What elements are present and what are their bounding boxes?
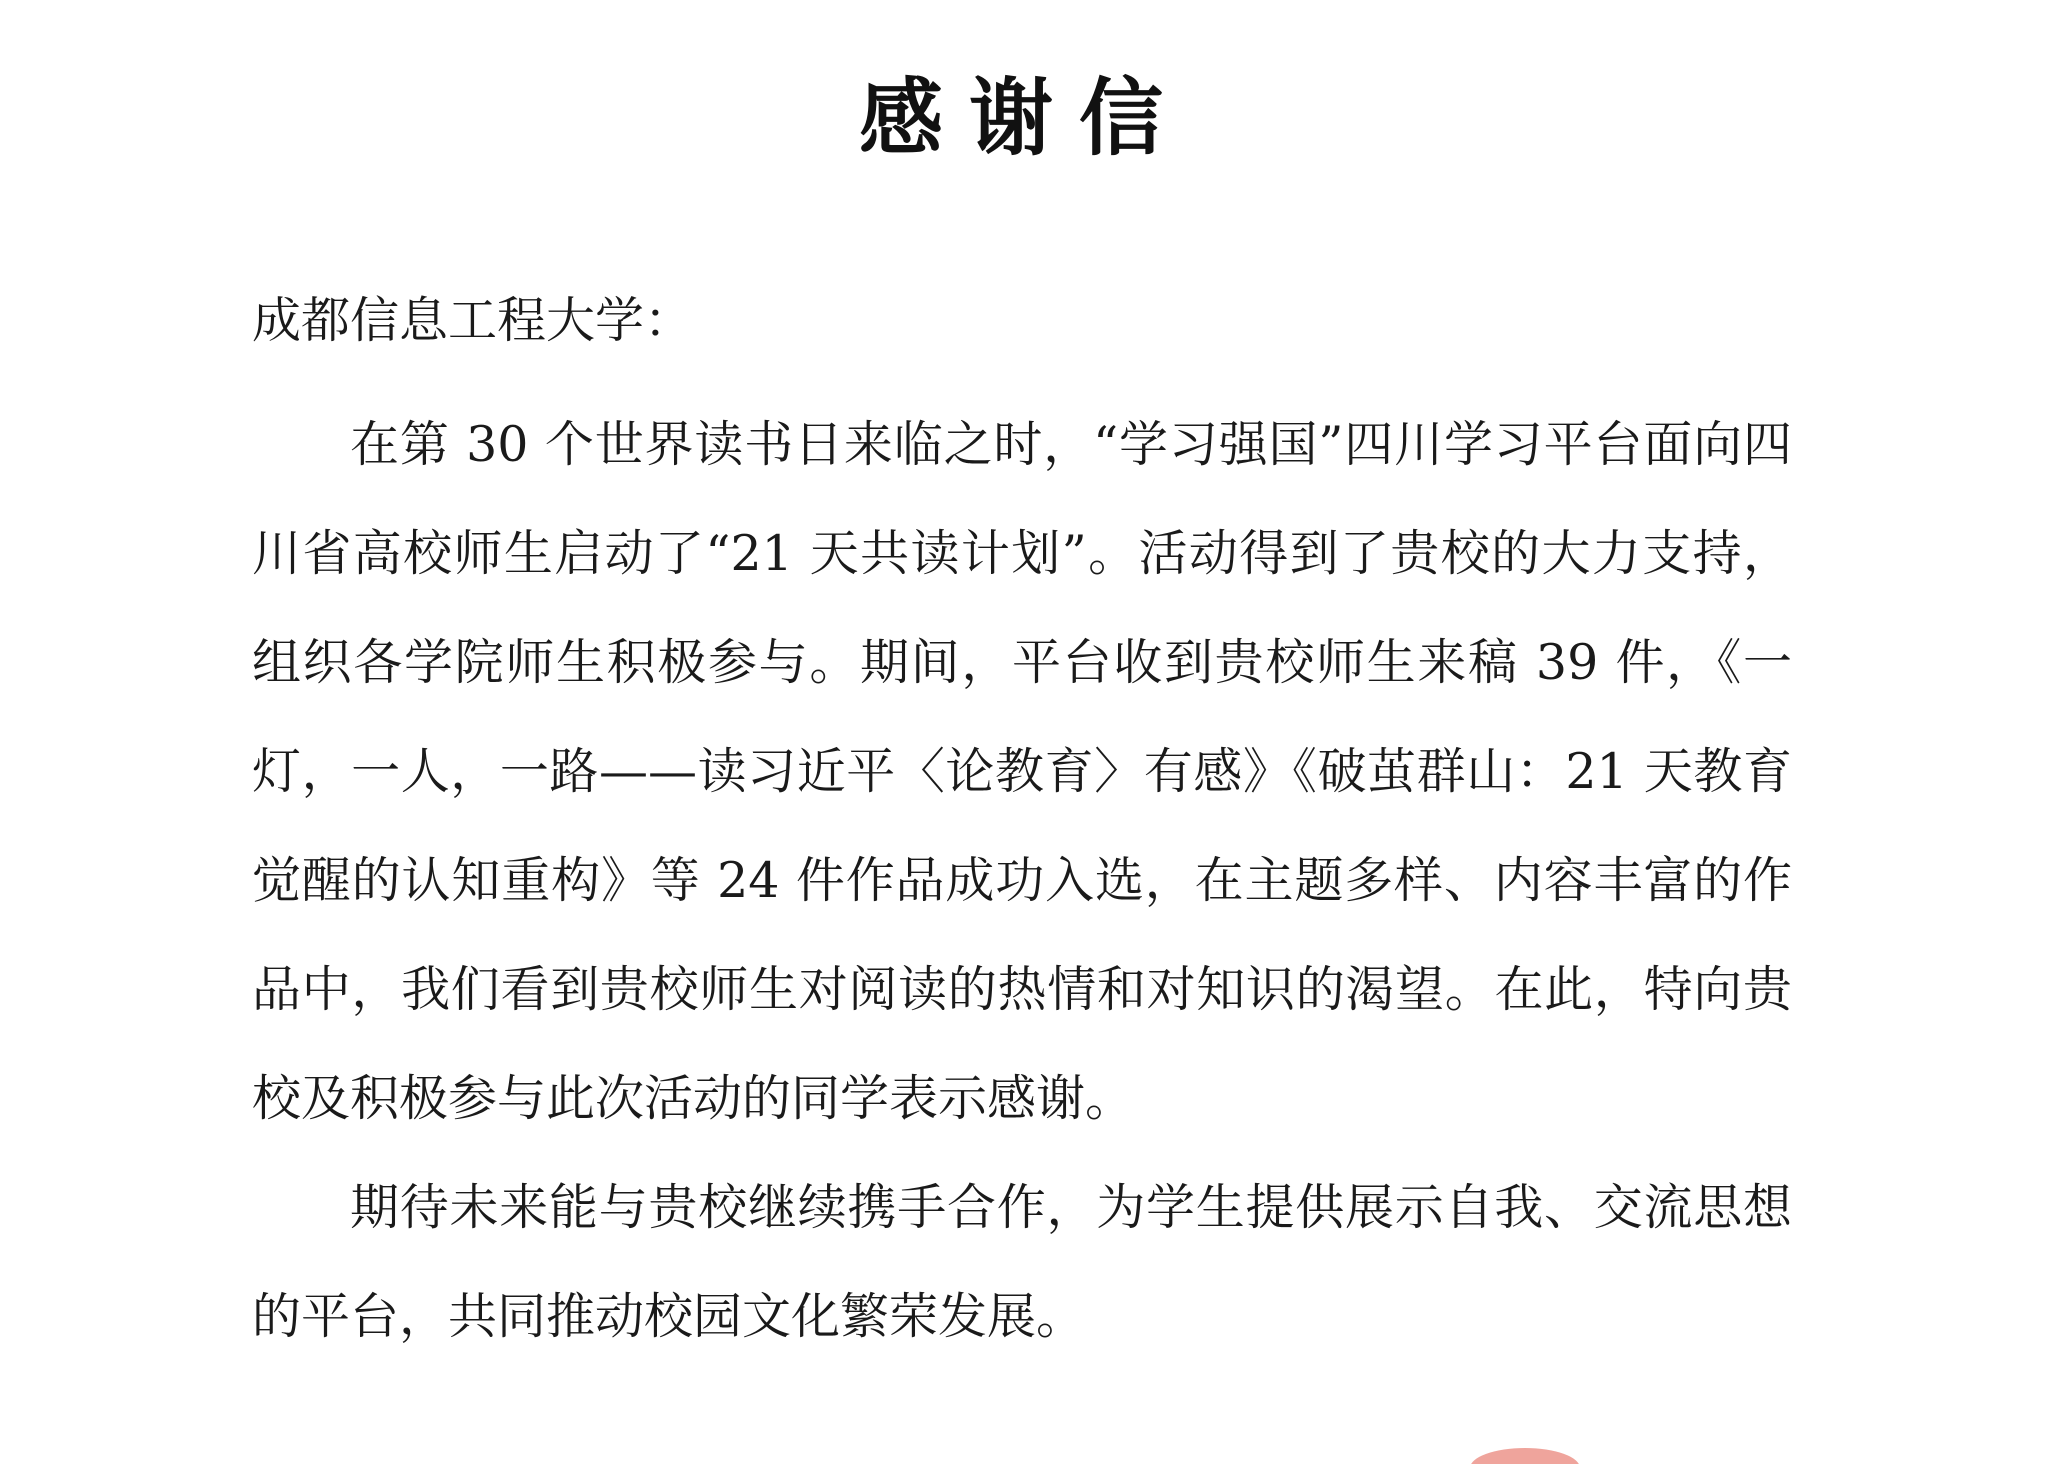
red-seal-edge (1470, 1448, 1580, 1464)
letter-salutation: 成都信息工程大学： (252, 292, 694, 349)
letter-body (252, 390, 1792, 1371)
letter-paragraph: 期待未来能与贵校继续携手合作，为学生提供展示自我、交流思想的平台，共同推动校园文化繁荣发展。 (252, 1179, 1792, 1345)
letter-title: 感谢信 (858, 69, 1189, 167)
letter-paragraph: 在第 30 个世界读书日来临之时，“学习强国”四川学习平台面向四川省高校师生启动了“21 天共读计划”。活动得到了贵校的大力支持，组织各学院师生积极参与。期间，平台收到贵校师生来稿 39 件，《一灯，一人，一路——读习近平〈论教育〉有感》《破茧群山：21 天教育觉醒的认知重构》等 24 件作品成功入选，在主题多样、内容丰富的作品中，我们看到贵校师生对阅读的热情和对知识的渴望。在此，特向贵校及积极参与此次活动的同学表示感谢。 (252, 416, 1792, 1127)
